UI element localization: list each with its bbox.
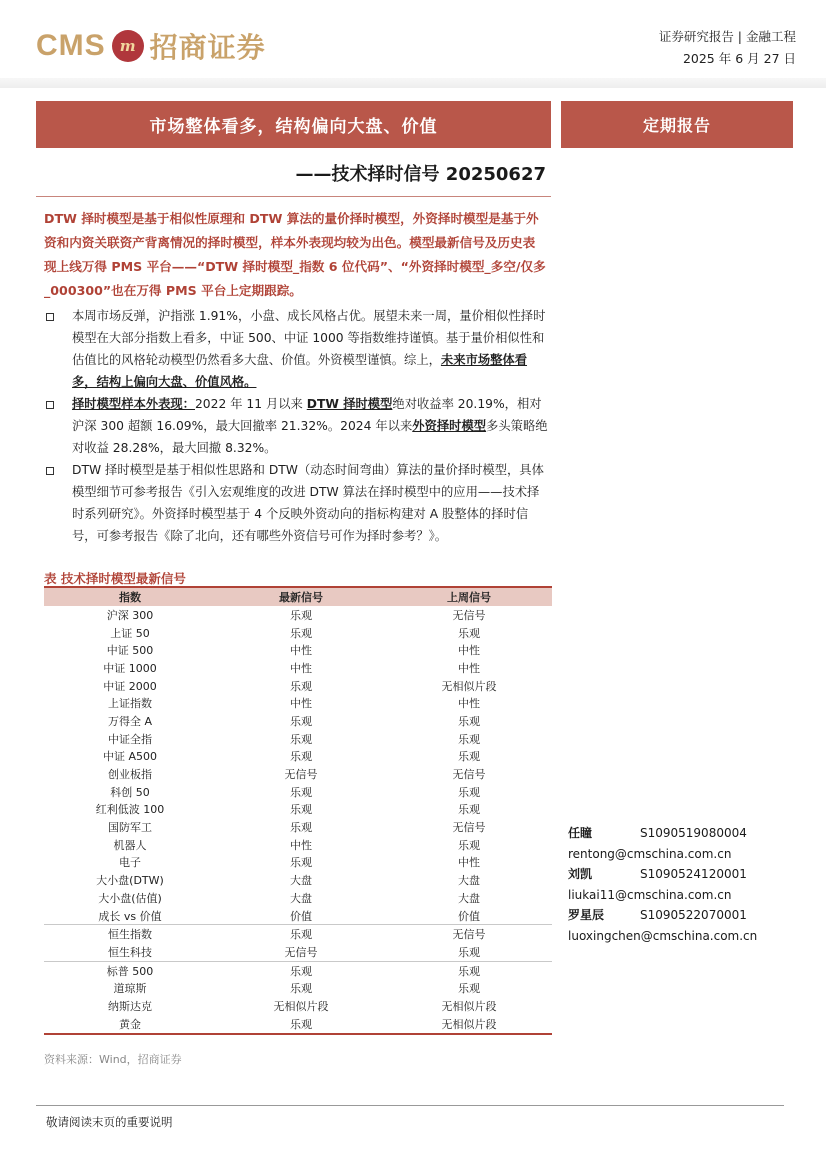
cell-previous-signal: 无信号 [452, 821, 486, 835]
cell-previous-signal: 价值 [386, 907, 552, 925]
signal-table [44, 586, 552, 1035]
bullet-square-icon [46, 313, 54, 321]
table-row [44, 818, 552, 836]
author-email[interactable]: rentong@cmschina.com.cn [568, 846, 732, 861]
author-2 [568, 905, 798, 946]
author-name: 任瞳 [568, 826, 593, 840]
cell-latest-signal: 无信号 [284, 768, 318, 782]
author-email[interactable]: luoxingchen@cmschina.com.cn [568, 928, 758, 943]
table-row [44, 961, 552, 979]
bullet-text: 多头策略绝对收益 28.28%，最大回撤 8.32%。 [72, 419, 548, 455]
table-row [44, 677, 552, 695]
header-index: 指数 [44, 587, 216, 606]
model-name-foreign: 外资择时模型 [412, 419, 487, 433]
cell-previous-signal: 乐观 [386, 943, 552, 961]
table-row [44, 606, 552, 624]
cell-latest-signal: 中性 [290, 644, 312, 658]
cell-index: 中证 A500 [102, 750, 158, 764]
table-row [44, 889, 552, 907]
summary-paragraph: DTW 择时模型是基于相似性原理和 DTW 算法的量价择时模型，外资择时模型是基于外资和内资关联资产背离情况的择时模型，样本外表现均较为出色。模型最新信号及历史表现上线万得 PMS 平台——“DTW 择时模型_指数 6 位代码”、“外资择时模型_多空/仅多_000300”也在万得 PMS 平台上定期跟踪。 [44, 211, 546, 298]
cell-latest-signal: 价值 [216, 907, 386, 925]
cell-latest-signal: 乐观 [290, 785, 312, 799]
table-row [44, 979, 552, 997]
logo-seal-icon: m [112, 30, 144, 62]
cell-latest-signal: 乐观 [290, 964, 312, 978]
model-name-dtw: DTW 择时模型 [306, 397, 393, 411]
author-name: 罗星辰 [568, 908, 605, 923]
cell-latest-signal: 乐观 [290, 803, 312, 817]
cell-latest-signal: 乐观 [216, 1015, 386, 1034]
cell-previous-signal: 中性 [458, 856, 480, 870]
table-row [44, 712, 552, 730]
cell-previous-signal: 乐观 [458, 838, 480, 852]
cell-index: 标普 500 [106, 964, 154, 978]
author-0 [568, 823, 798, 864]
cell-latest-signal: 无信号 [216, 943, 386, 961]
header-latest: 最新信号 [216, 587, 386, 606]
cell-latest-signal: 大盘 [290, 891, 312, 905]
company-logo [36, 22, 266, 70]
table-row [44, 748, 552, 766]
table-row [44, 659, 552, 677]
cell-index: 红利低波 100 [95, 803, 165, 817]
author-1 [568, 864, 798, 905]
header-meta [659, 26, 796, 70]
table-row [44, 907, 552, 925]
authors-block [568, 823, 798, 947]
author-id: S1090519080004 [640, 826, 747, 840]
cell-index: 中证 1000 [103, 661, 157, 675]
bullet-emphasis: 未来市场整体看多，结构上偏向大盘、价值风格。 [72, 353, 528, 389]
table-row [44, 1015, 552, 1034]
title-band [36, 101, 551, 148]
footer-note: 敬请阅读末页的重要说明 [46, 1115, 173, 1129]
cell-previous-signal: 乐观 [458, 626, 480, 640]
author-name: 刘凯 [568, 867, 593, 882]
table-row [44, 730, 552, 748]
author-email[interactable]: liukai11@cmschina.com.cn [568, 887, 732, 902]
cell-previous-signal: 无相似片段 [386, 1015, 552, 1034]
cell-previous-signal: 乐观 [458, 714, 480, 728]
bullet-list [44, 305, 549, 547]
cell-latest-signal: 乐观 [290, 821, 312, 835]
table-title: 表 技术择时模型最新信号 [44, 571, 186, 586]
cell-latest-signal: 乐观 [290, 732, 312, 746]
table-row [44, 765, 552, 783]
cell-index: 电子 [119, 856, 141, 870]
bullet-item [44, 459, 549, 547]
cell-latest-signal: 乐观 [290, 982, 312, 996]
report-tag [561, 101, 793, 148]
cell-index: 中证 500 [106, 644, 154, 658]
bullet-label: 择时模型样本外表现： [72, 397, 195, 411]
cell-latest-signal: 乐观 [290, 679, 312, 693]
divider [36, 196, 551, 197]
cell-index: 机器人 [113, 838, 147, 852]
cell-previous-signal: 无相似片段 [441, 679, 497, 693]
header-band [0, 78, 826, 88]
cell-index: 万得全 A [107, 714, 153, 728]
cell-latest-signal: 无相似片段 [273, 999, 329, 1013]
report-subtitle: ——技术择时信号 20250627 [295, 164, 546, 185]
bullet-text: DTW 择时模型是基于相似性思路和 DTW（动态时间弯曲）算法的量价择时模型，具体模型细节可参考报告《引入宏观维度的改进 DTW 算法在择时模型中的应用——技术择时系列研究》。外资择时模型基于 4 个反映外资动向的指标构建对 A 股整体的择时信号，可参考报告《除了北向，还有哪些外资信号可作为择时参考？》。 [72, 463, 544, 543]
cell-index: 上证 50 [110, 626, 150, 640]
table-row [44, 943, 552, 961]
cell-index: 大小盘(估值) [98, 891, 162, 905]
table-header-row [44, 587, 552, 606]
table-row [44, 783, 552, 801]
author-id: S1090522070001 [640, 908, 747, 923]
cell-previous-signal: 乐观 [458, 803, 480, 817]
table-row [44, 624, 552, 642]
table-row [44, 925, 552, 943]
cell-latest-signal: 乐观 [290, 626, 312, 640]
cell-previous-signal: 中性 [458, 644, 480, 658]
cell-index: 纳斯达克 [108, 999, 152, 1013]
cell-previous-signal: 大盘 [458, 874, 480, 888]
bullet-text: 2022 年 11 月以来 [194, 397, 307, 411]
report-type: 证券研究报告 | 金融工程 [658, 29, 796, 44]
cell-latest-signal: 乐观 [290, 928, 312, 942]
cell-previous-signal: 中性 [458, 661, 480, 675]
table-row [44, 997, 552, 1015]
cell-latest-signal: 乐观 [290, 714, 312, 728]
cell-latest-signal: 中性 [290, 661, 312, 675]
cell-index: 黄金 [44, 1015, 216, 1034]
logo-latin: CMS [36, 29, 106, 62]
cell-previous-signal: 乐观 [458, 982, 480, 996]
table-row [44, 854, 552, 872]
cell-index: 恒生科技 [44, 943, 216, 961]
logo-brand: 招商证券 [149, 31, 266, 64]
cell-index: 上证指数 [108, 697, 152, 711]
table-row [44, 836, 552, 854]
header-previous: 上周信号 [386, 587, 552, 606]
table-row [44, 871, 552, 889]
cell-index: 恒生指数 [108, 928, 152, 942]
cell-latest-signal: 乐观 [290, 750, 312, 764]
report-date: 2025 年 6 月 27 日 [682, 51, 796, 66]
footer-divider [36, 1105, 784, 1106]
cell-previous-signal: 中性 [458, 697, 480, 711]
cell-index: 沪深 300 [106, 608, 154, 622]
cell-previous-signal: 无信号 [452, 608, 486, 622]
cell-index: 国防军工 [108, 821, 152, 835]
cell-index: 科创 50 [110, 785, 150, 799]
cell-latest-signal: 乐观 [290, 856, 312, 870]
cell-previous-signal: 无相似片段 [441, 999, 497, 1013]
author-id: S1090524120001 [640, 867, 747, 882]
report-tag-label: 定期报告 [642, 116, 711, 135]
report-title: 市场整体看多，结构偏向大盘、价值 [149, 117, 438, 137]
cell-latest-signal: 大盘 [290, 874, 312, 888]
bullet-square-icon [46, 467, 54, 475]
bullet-text: 绝对收益率 20.19%，相对沪深 300 超额 16.09%，最大回撤率 21.32%。2024 年以来 [72, 397, 542, 433]
bullet-item [44, 305, 549, 393]
table-row [44, 694, 552, 712]
cell-index: 道琼斯 [113, 982, 147, 996]
cell-previous-signal: 乐观 [458, 964, 480, 978]
cell-index: 中证 2000 [103, 679, 157, 693]
table-row [44, 801, 552, 819]
bullet-square-icon [46, 401, 54, 409]
cell-index: 成长 vs 价值 [44, 907, 216, 925]
cell-index: 大小盘(DTW) [96, 874, 164, 888]
cell-index: 中证全指 [108, 732, 152, 746]
cell-previous-signal: 无信号 [452, 768, 486, 782]
cell-previous-signal: 无信号 [452, 928, 486, 942]
cell-previous-signal: 乐观 [458, 732, 480, 746]
cell-index: 创业板指 [108, 768, 152, 782]
cell-latest-signal: 中性 [290, 838, 312, 852]
cell-latest-signal: 中性 [290, 697, 312, 711]
cell-previous-signal: 乐观 [458, 785, 480, 799]
bullet-item [44, 393, 549, 459]
bullet-text: 本周市场反弹，沪指涨 1.91%，小盘、成长风格占优。展望未来一周，量价相似性择时模型在大部分指数上看多，中证 500、中证 1000 等指数维持谨慎。基于量价相似性和估值比的风格轮动模型仍然看多大盘、价值。外资模型谨慎。综上， [72, 309, 546, 367]
cell-latest-signal: 乐观 [290, 608, 312, 622]
cell-previous-signal: 大盘 [458, 891, 480, 905]
cell-previous-signal: 乐观 [458, 750, 480, 764]
table-row [44, 641, 552, 659]
table-source: 资料来源：Wind，招商证券 [44, 1053, 182, 1066]
